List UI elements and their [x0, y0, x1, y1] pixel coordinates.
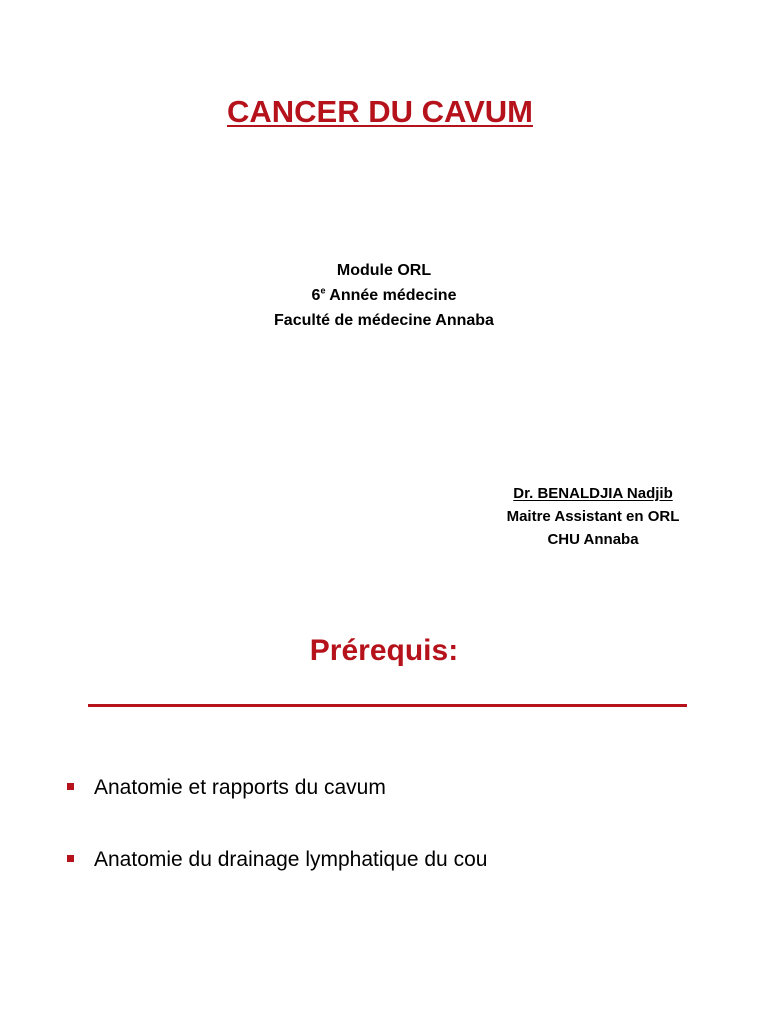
study-year-label: Année médecine: [325, 287, 457, 304]
faculty-name: Faculté de médecine Annaba: [274, 312, 494, 329]
study-year-number: 6: [311, 287, 321, 304]
section-title: Prérequis:: [309, 634, 459, 667]
list-item-text: Anatomie du drainage lymphatique du cou: [94, 848, 488, 871]
document-title: CANCER DU CAVUM: [227, 94, 533, 129]
square-bullet-icon: [67, 855, 74, 862]
author-role: Maitre Assistant en ORL: [506, 508, 680, 525]
module-name: Module ORL: [336, 262, 432, 279]
list-item-text: Anatomie et rapports du cavum: [94, 776, 386, 799]
author-info: [468, 482, 718, 551]
study-year-ordinal: e: [320, 285, 326, 296]
module-info: [0, 258, 768, 333]
square-bullet-icon: [67, 783, 74, 790]
author-name: Dr. BENALDJIA Nadjib: [513, 485, 673, 502]
study-year: [0, 283, 768, 308]
section-divider: [88, 704, 687, 707]
author-institution: CHU Annaba: [547, 531, 639, 548]
